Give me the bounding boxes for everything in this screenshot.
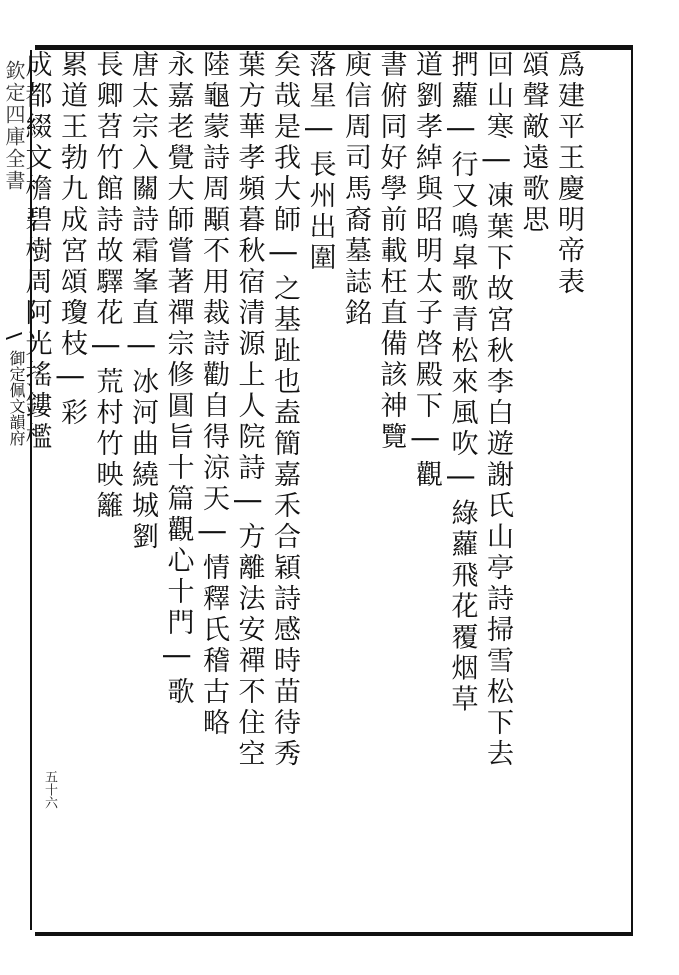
text-column: 書俯同好學前載枉直備該神覽 [375,50,407,453]
text-column: 葉方華孝頻暮秋宿清源上人院詩 | 方離法安禪不住空 [233,50,265,771]
text-column: 庾信周司馬裔墓誌銘 [340,50,371,329]
text-column: 陸龜蒙詩周顒不用裁詩勸自得涼天 | 情釋氏稽古略 [198,50,229,740]
text-column: 捫蘿 | 行又鳴皐歌青松來風吹 | 綠蘿飛花覆烟草 [446,50,478,716]
volume-title: 御定佩文韻府 [7,350,26,446]
text-column: 頌聲敵遠歌思 [517,50,549,236]
text-column: 爲建平王慶明帝表 [553,50,584,298]
text-column: 落星 | 長州出圍 [304,50,336,275]
text-column: 矣哉是我大師 | 之基趾也盍簡嘉禾合穎詩感時苗待秀 [269,50,300,771]
text-column: 累道王勃九成宮頌瓊枝 | 彩 [56,50,87,430]
text-column: 唐太宗入關詩霜峯直 | 冰河曲繞城劉 [127,50,158,554]
text-column: 回山寒 | 凍葉下故宮秋李白遊謝氏山亭詩掃雪松下去 [482,50,513,771]
page-number: 五十六 [42,770,57,809]
book-title: 欽定四庫全書 [2,60,26,192]
text-column: 長卿苕竹館詩故驛花 | 荒村竹映籬 [91,50,123,523]
text-column: 道劉孝綽與昭明太子啓殿下 | 觀 [411,50,442,492]
text-column: 成都綴文檐碧樹周阿光搖鏤檻 [20,50,52,453]
text-column: 永嘉老覺大師嘗著禪宗修圓旨十篇觀心十門 | 歌 [162,50,194,709]
